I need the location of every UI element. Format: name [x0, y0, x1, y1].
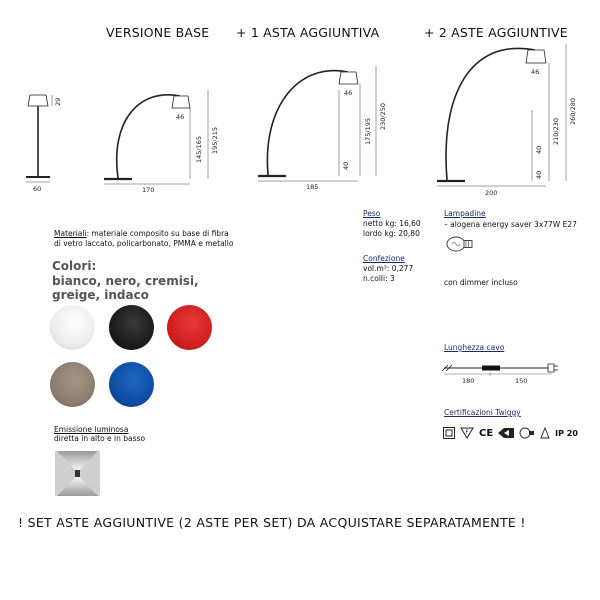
weight-title: Peso — [363, 209, 381, 218]
two-poles-lamp-drawing — [0, 0, 600, 200]
emission-diagram-icon — [55, 451, 100, 496]
one-height-dim: 175/195 — [364, 117, 372, 145]
swatch-cremisi — [167, 305, 212, 350]
materials-text1: : materiale composito su base di fibra — [86, 229, 229, 238]
colors-title — [52, 259, 199, 303]
one-pole-dim: 40 — [342, 161, 350, 170]
colors-title-line1: Colori: — [52, 259, 97, 273]
enec-logo-icon — [519, 427, 535, 439]
standard-shade-height: 29 — [54, 97, 62, 106]
cable-diagram — [440, 358, 560, 378]
weight-gross: lordo kg: 20,80 — [363, 229, 420, 238]
swatch-indaco — [109, 362, 154, 407]
base-shade-dim: 46 — [176, 113, 185, 121]
enec-triangle-icon — [460, 427, 474, 439]
ul-mark-icon — [498, 427, 514, 439]
emission-title: Emissione luminosa — [54, 425, 129, 434]
svg-text:F: F — [465, 429, 469, 436]
standard-base-width: 60 — [33, 185, 42, 193]
cable-length-right: 150 — [515, 377, 528, 385]
hazard-symbol-icon — [540, 427, 550, 439]
swatch-greige — [50, 362, 95, 407]
lamps-dimmer: con dimmer incluso — [444, 278, 518, 287]
certs-title: Certificazioni Twiggy — [444, 408, 521, 417]
materials-line1 — [54, 229, 229, 239]
separate-purchase-warning: ! SET ASTE AGGIUNTIVE (2 ASTE PER SET) DA ACQUISTARE SEPARATAMENTE ! — [18, 515, 526, 530]
package-volume: vol.m³: 0,277 — [363, 264, 414, 273]
two-pole1-dim: 40 — [535, 145, 543, 154]
base-total-height-dim: 195/215 — [211, 126, 219, 154]
two-width-dim: 200 — [485, 189, 498, 197]
certs-row — [443, 426, 578, 440]
colors-title-line3: greige, indaco — [52, 288, 149, 302]
cable-length-left: 180 — [462, 377, 475, 385]
package-parcels: n.colli: 3 — [363, 274, 395, 283]
lamps-text: – alogena energy saver 3x77W E27 — [444, 220, 577, 229]
one-width-dim: 185 — [306, 183, 319, 191]
two-height-dim: 210/230 — [552, 117, 560, 145]
two-pole2-dim: 40 — [535, 170, 543, 179]
colors-title-line2: bianco, nero, cremisi, — [52, 273, 199, 288]
lamps-title: Lampadine — [444, 209, 486, 218]
base-width-dim: 170 — [142, 186, 155, 194]
package-title: Confezione — [363, 254, 405, 263]
emission-text: diretta in alto e in basso — [54, 434, 146, 443]
weight-net: netto kg: 16,60 — [363, 219, 421, 228]
cable-title: Lunghezza cavo — [444, 343, 505, 352]
base-height-dim: 145/165 — [195, 135, 203, 163]
ip-rating: IP 20 — [555, 428, 578, 438]
two-shade-dim: 46 — [531, 68, 540, 76]
one-shade-dim: 46 — [344, 89, 353, 97]
one-total-height-dim: 230/250 — [379, 102, 387, 130]
ce-mark-icon: CE — [479, 427, 494, 439]
swatch-bianco — [50, 305, 95, 350]
bulb-icon — [445, 235, 475, 253]
two-total-height-dim: 260/280 — [569, 97, 577, 125]
materials-label: Materiali — [54, 229, 87, 238]
swatch-nero — [109, 305, 154, 350]
double-insulation-icon — [443, 427, 455, 439]
header-two-poles: + 2 ASTE AGGIUNTIVE — [424, 25, 568, 40]
header-one-pole: + 1 ASTA AGGIUNTIVA — [236, 25, 380, 40]
materials-line2: di vetro laccato, policarbonato, PMMA e metallo — [54, 239, 234, 248]
header-base: VERSIONE BASE — [106, 25, 210, 40]
